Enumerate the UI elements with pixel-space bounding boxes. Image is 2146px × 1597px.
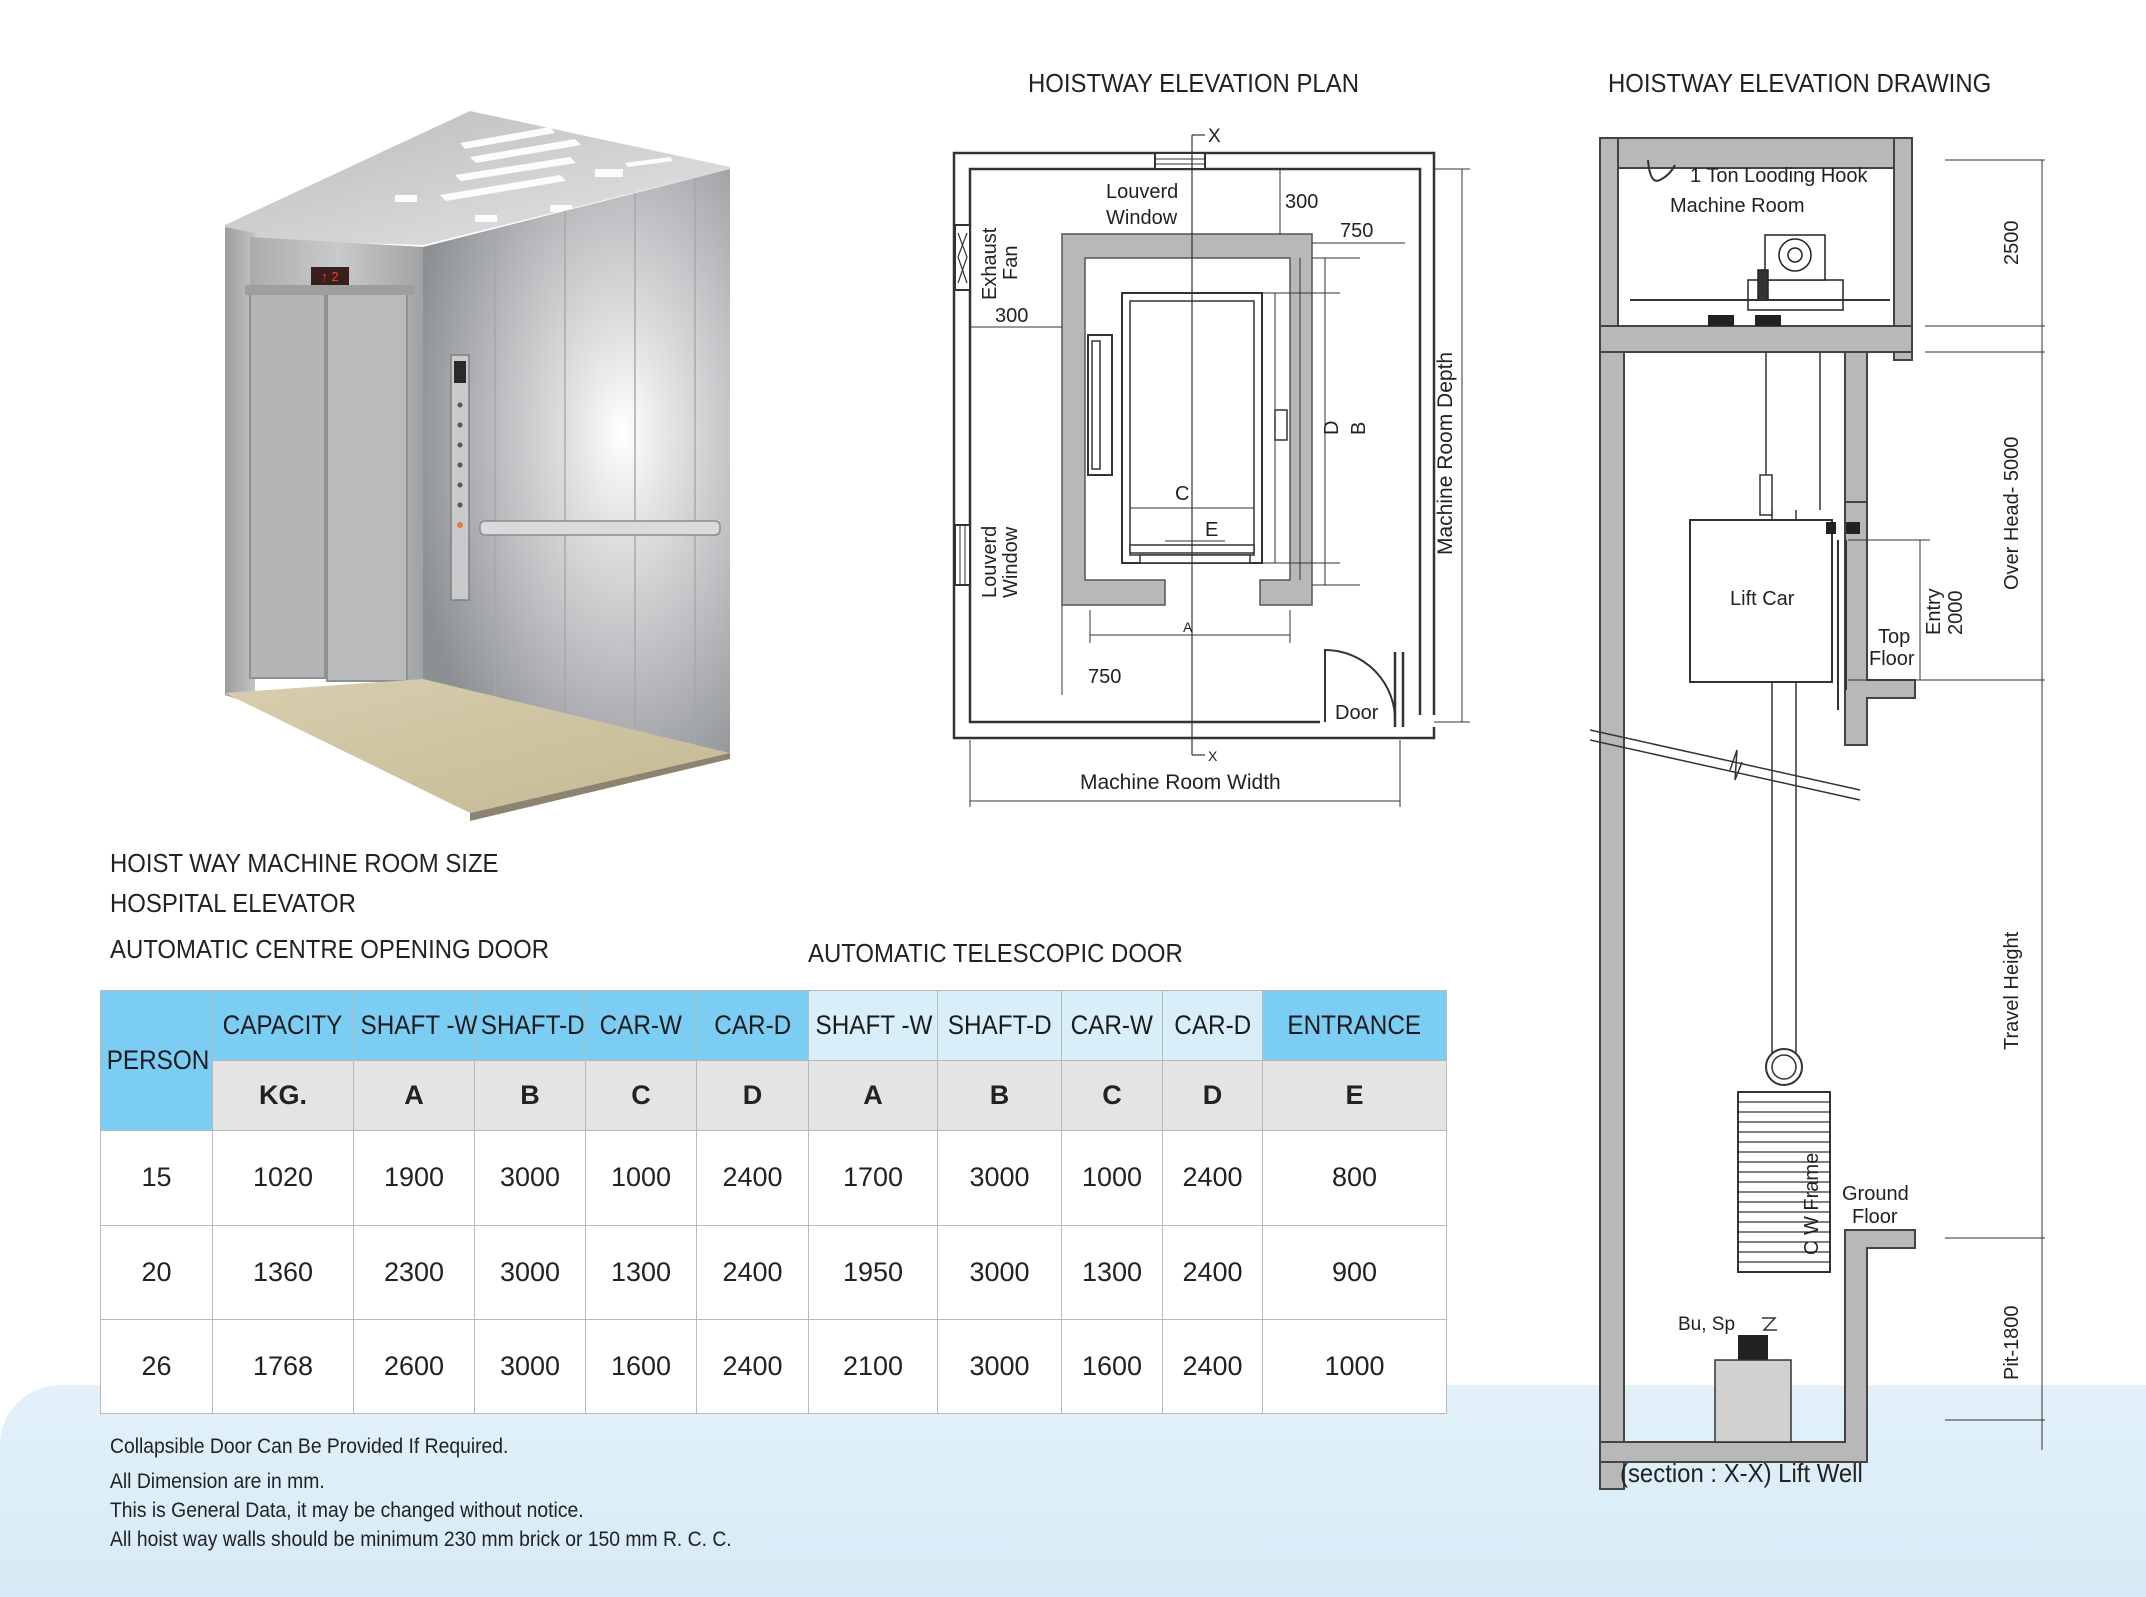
subheader-e: E [1263, 1061, 1447, 1131]
table-cell: 1768 [213, 1319, 354, 1413]
table-row [101, 1225, 1447, 1319]
entry-label-1: Entry [1923, 588, 1945, 635]
note-4: All hoist way walls should be minimum 230 mm brick or 150 mm R. C. C. [110, 1528, 732, 1551]
table-cell: 800 [1263, 1131, 1447, 1225]
subheader-a-telescopic: A [809, 1061, 938, 1131]
notes [110, 1432, 786, 1554]
note-3: This is General Data, it may be changed without notice. [110, 1499, 584, 1522]
lift-car-label: Lift Car [1730, 588, 1795, 610]
table-cell: 3000 [938, 1131, 1062, 1225]
over-head-label: Over Head- 5000 [2001, 436, 2023, 590]
table-cell: 3000 [475, 1131, 586, 1225]
table-cell: 2400 [697, 1225, 809, 1319]
label-d: D [1321, 420, 1343, 435]
hook-label: 1 Ton Looding Hook [1690, 165, 1868, 187]
subheader-c: C [586, 1061, 697, 1131]
ground-floor-label-1: Ground [1842, 1183, 1909, 1205]
table-cell: 1000 [1062, 1131, 1163, 1225]
title-line-2: HOSPITAL ELEVATOR [110, 888, 356, 918]
table-cell: 1600 [1062, 1319, 1163, 1413]
dim-750-top: 750 [1340, 220, 1374, 242]
label-a: A [1183, 619, 1193, 635]
ground-floor-label-2: Floor [1852, 1206, 1898, 1228]
header-car-d-centre: CAR-D [697, 991, 809, 1061]
table-cell: 20 [101, 1225, 213, 1319]
hoistway-elevation-drawing [1590, 130, 2146, 1510]
spec-table [100, 990, 1447, 1414]
louvered-window-top-2: Window [1106, 207, 1178, 229]
table-cell: 3000 [475, 1225, 586, 1319]
table-cell: 900 [1263, 1225, 1447, 1319]
label-b: B [1348, 421, 1370, 435]
table-cell: 2400 [697, 1131, 809, 1225]
header-car-d-telescopic: CAR-D [1163, 991, 1263, 1061]
table-row [101, 1319, 1447, 1413]
elevator-cabin-illustration [215, 105, 745, 825]
table-cell: 1300 [1062, 1225, 1163, 1319]
table-cell: 1000 [1263, 1319, 1447, 1413]
header-shaft-d-telescopic: SHAFT-D [938, 991, 1062, 1061]
table-cell: 1300 [586, 1225, 697, 1319]
exhaust-fan-label-1: Exhaust [979, 227, 1001, 300]
machine-room-depth: Machine Room Depth [1434, 351, 1457, 555]
table-cell: 1600 [586, 1319, 697, 1413]
title-line-3: AUTOMATIC CENTRE OPENING DOOR [110, 934, 550, 964]
dim-750-bottom: 750 [1088, 666, 1122, 688]
exhaust-fan-label-2: Fan [1000, 245, 1022, 280]
pit-label: Pit-1800 [2001, 1305, 2023, 1380]
dim-300-top: 300 [1285, 191, 1319, 213]
door-label: Door [1335, 702, 1379, 724]
svg-text:↑ 2: ↑ 2 [321, 269, 339, 284]
subheader-c-telescopic: C [1062, 1061, 1163, 1131]
traction-machine [1748, 235, 1843, 310]
table-cell: 3000 [938, 1225, 1062, 1319]
header-car-w-telescopic: CAR-W [1062, 991, 1163, 1061]
dim-300-left: 300 [995, 305, 1029, 327]
table-cell: 1360 [213, 1225, 354, 1319]
louvered-window-left-1: Louverd [979, 525, 1001, 598]
table-cell: 1950 [809, 1225, 938, 1319]
header-car-w-centre: CAR-W [586, 991, 697, 1061]
plan-title: HOISTWAY ELEVATION PLAN [1028, 68, 1359, 98]
section-mark-bottom: X [1208, 748, 1218, 764]
cw-frame-label: C W Frame [1801, 1152, 1823, 1255]
header-entrance: ENTRANCE [1263, 991, 1447, 1061]
table-cell: 2600 [354, 1319, 475, 1413]
subheader-d-telescopic: D [1163, 1061, 1263, 1131]
cabin-door-left [250, 293, 325, 678]
table-row [101, 1131, 1447, 1225]
table-cell: 15 [101, 1131, 213, 1225]
subheader-b: B [475, 1061, 586, 1131]
hoistway-elevation-plan [940, 115, 1480, 815]
header-shaft-w-telescopic: SHAFT -W [809, 991, 938, 1061]
machine-room-width: Machine Room Width [1080, 771, 1281, 794]
subheader-kg: KG. [213, 1061, 354, 1131]
top-floor-label-2: Floor [1869, 648, 1915, 670]
car-operating-panel [451, 355, 469, 600]
header-shaft-d-centre: SHAFT-D [475, 991, 586, 1061]
buffer-label: Bu, Sp [1678, 1314, 1736, 1335]
note-1: Collapsible Door Can Be Provided If Required. [110, 1435, 509, 1458]
subheader-b-telescopic: B [938, 1061, 1062, 1131]
section-caption: (section : X-X) Lift Well [1620, 1458, 1863, 1488]
machine-room-label: Machine Room [1670, 195, 1805, 217]
table-cell: 3000 [475, 1319, 586, 1413]
label-e: E [1205, 519, 1219, 541]
top-floor-label-1: Top [1878, 626, 1911, 648]
dim-2500: 2500 [2001, 220, 2023, 265]
table-cell: 1000 [586, 1131, 697, 1225]
telescopic-title: AUTOMATIC TELESCOPIC DOOR [808, 938, 1183, 968]
title-line-1: HOIST WAY MACHINE ROOM SIZE [110, 848, 499, 878]
entry-label-2: 2000 [1945, 590, 1967, 635]
table-cell: 2300 [354, 1225, 475, 1319]
table-cell: 2400 [1163, 1225, 1263, 1319]
table-cell: 1900 [354, 1131, 475, 1225]
subheader-a: A [354, 1061, 475, 1131]
handrail [480, 521, 720, 535]
cabin-door-right [327, 293, 407, 681]
header-shaft-w-centre: SHAFT -W [354, 991, 475, 1061]
table-cell: 26 [101, 1319, 213, 1413]
label-c: C [1175, 483, 1190, 505]
subheader-d: D [697, 1061, 809, 1131]
louvered-window-left-2: Window [1000, 526, 1022, 598]
table-cell: 2100 [809, 1319, 938, 1413]
table-cell: 2400 [697, 1319, 809, 1413]
table-cell: 3000 [938, 1319, 1062, 1413]
note-2: All Dimension are in mm. [110, 1470, 325, 1493]
person-header: PERSON [101, 991, 213, 1131]
header-capacity: CAPACITY [213, 991, 354, 1061]
table-cell: 2400 [1163, 1319, 1263, 1413]
drawing-title: HOISTWAY ELEVATION DRAWING [1608, 68, 1992, 98]
table-cell: 2400 [1163, 1131, 1263, 1225]
louvered-window-top-1: Louverd [1106, 181, 1179, 203]
section-mark-top: X [1208, 126, 1221, 147]
table-cell: 1700 [809, 1131, 938, 1225]
table-cell: 1020 [213, 1131, 354, 1225]
travel-height-label: Travel Height [2001, 931, 2023, 1050]
